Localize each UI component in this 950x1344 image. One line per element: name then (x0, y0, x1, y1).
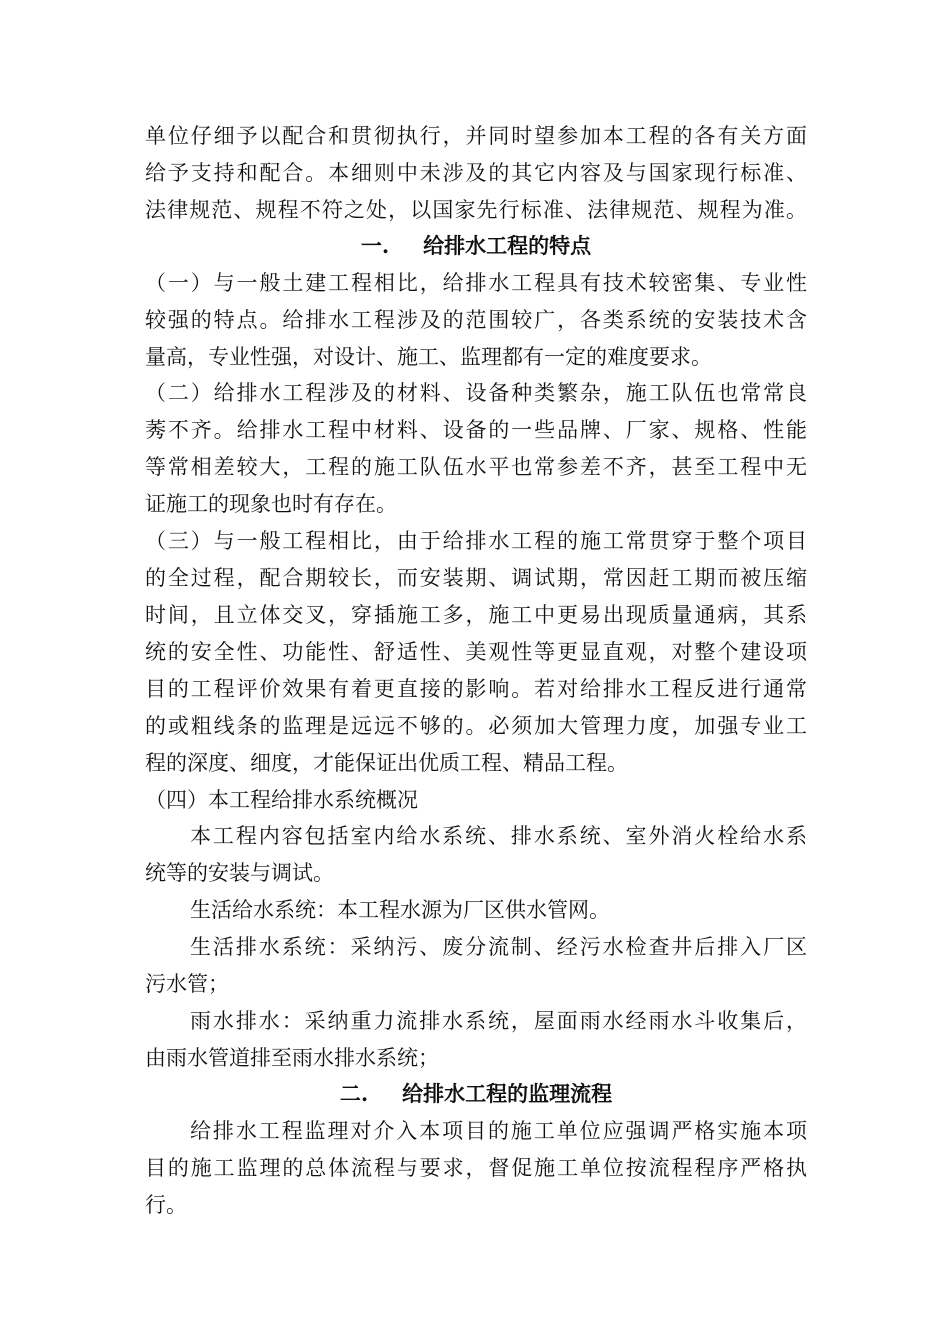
paragraph-line: 雨水排水：采纳重力流排水系统，屋面雨水经雨水斗收集后， (190, 1009, 807, 1033)
paragraph-line: 的全过程，配合期较长，而安装期、调试期，常因赶工期而被压缩 (145, 566, 807, 590)
paragraph-line: 本工程内容包括室内给水系统、排水系统、室外消火栓给水系 (190, 824, 807, 848)
paragraph-line: 等常相差较大，工程的施工队伍水平也常参差不齐，甚至工程中无 (145, 455, 807, 479)
paragraph-line: 由雨水管道排至雨水排水系统； (145, 1046, 439, 1070)
paragraph-line: 生活排水系统：采纳污、废分流制、经污水检查井后排入厂区 (190, 935, 807, 959)
paragraph-line: 法律规范、规程不符之处，以国家先行标准、法律规范、规程为准。 (145, 198, 807, 222)
paragraph-line: 污水管； (145, 972, 229, 996)
paragraph-line: 程的深度、细度，才能保证出优质工程、精品工程。 (145, 751, 628, 775)
paragraph-line: （二）给排水工程涉及的材料、设备种类繁杂，施工队伍也常常良 (145, 381, 807, 405)
paragraph-line: 行。 (145, 1193, 187, 1217)
paragraph-line: 证施工的现象也时有存在。 (145, 492, 397, 516)
paragraph-line: 生活给水系统：本工程水源为厂区供水管网。 (190, 898, 610, 922)
paragraph-line: （一）与一般土建工程相比，给排水工程具有技术较密集、专业性 (145, 271, 807, 295)
section-heading-2 (145, 1076, 807, 1112)
heading-number: 一. (360, 233, 390, 258)
paragraph-line: 的或粗线条的监理是远远不够的。必须加大管理力度，加强专业工 (145, 714, 807, 738)
paragraph-line: 目的施工监理的总体流程与要求，督促施工单位按流程程序严格执 (145, 1156, 807, 1180)
paragraph-line: 量高，专业性强，对设计、施工、监理都有一定的难度要求。 (145, 345, 712, 369)
heading-number: 二. (339, 1081, 369, 1106)
paragraph-line: 给予支持和配合。本细则中未涉及的其它内容及与国家现行标准、 (145, 161, 807, 185)
heading-title: 给排水工程的特点 (423, 233, 592, 258)
section-heading-1 (145, 228, 807, 264)
paragraph-line: 统等的安装与调试。 (145, 861, 334, 885)
heading-title: 给排水工程的监理流程 (402, 1081, 613, 1106)
subsection-title: （四）本工程给排水系统概况 (145, 788, 418, 812)
paragraph-line: 目的工程评价效果有着更直接的影响。若对给排水工程反进行通常 (145, 677, 807, 701)
paragraph-line: 给排水工程监理对介入本项目的施工单位应强调严格实施本项 (190, 1119, 807, 1143)
paragraph-line: 统的安全性、功能性、舒适性、美观性等更显直观，对整个建设项 (145, 640, 807, 664)
paragraph-line: 时间，且立体交叉，穿插施工多，施工中更易出现质量通病，其系 (145, 603, 807, 627)
paragraph-line: 莠不齐。给排水工程中材料、设备的一些品牌、厂家、规格、性能 (145, 418, 807, 442)
paragraph-line: 较强的特点。给排水工程涉及的范围较广，各类系统的安装技术含 (145, 308, 807, 332)
paragraph-line: 单位仔细予以配合和贯彻执行，并同时望参加本工程的各有关方面 (145, 124, 807, 148)
paragraph-line: （三）与一般工程相比，由于给排水工程的施工常贯穿于整个项目 (145, 529, 807, 553)
